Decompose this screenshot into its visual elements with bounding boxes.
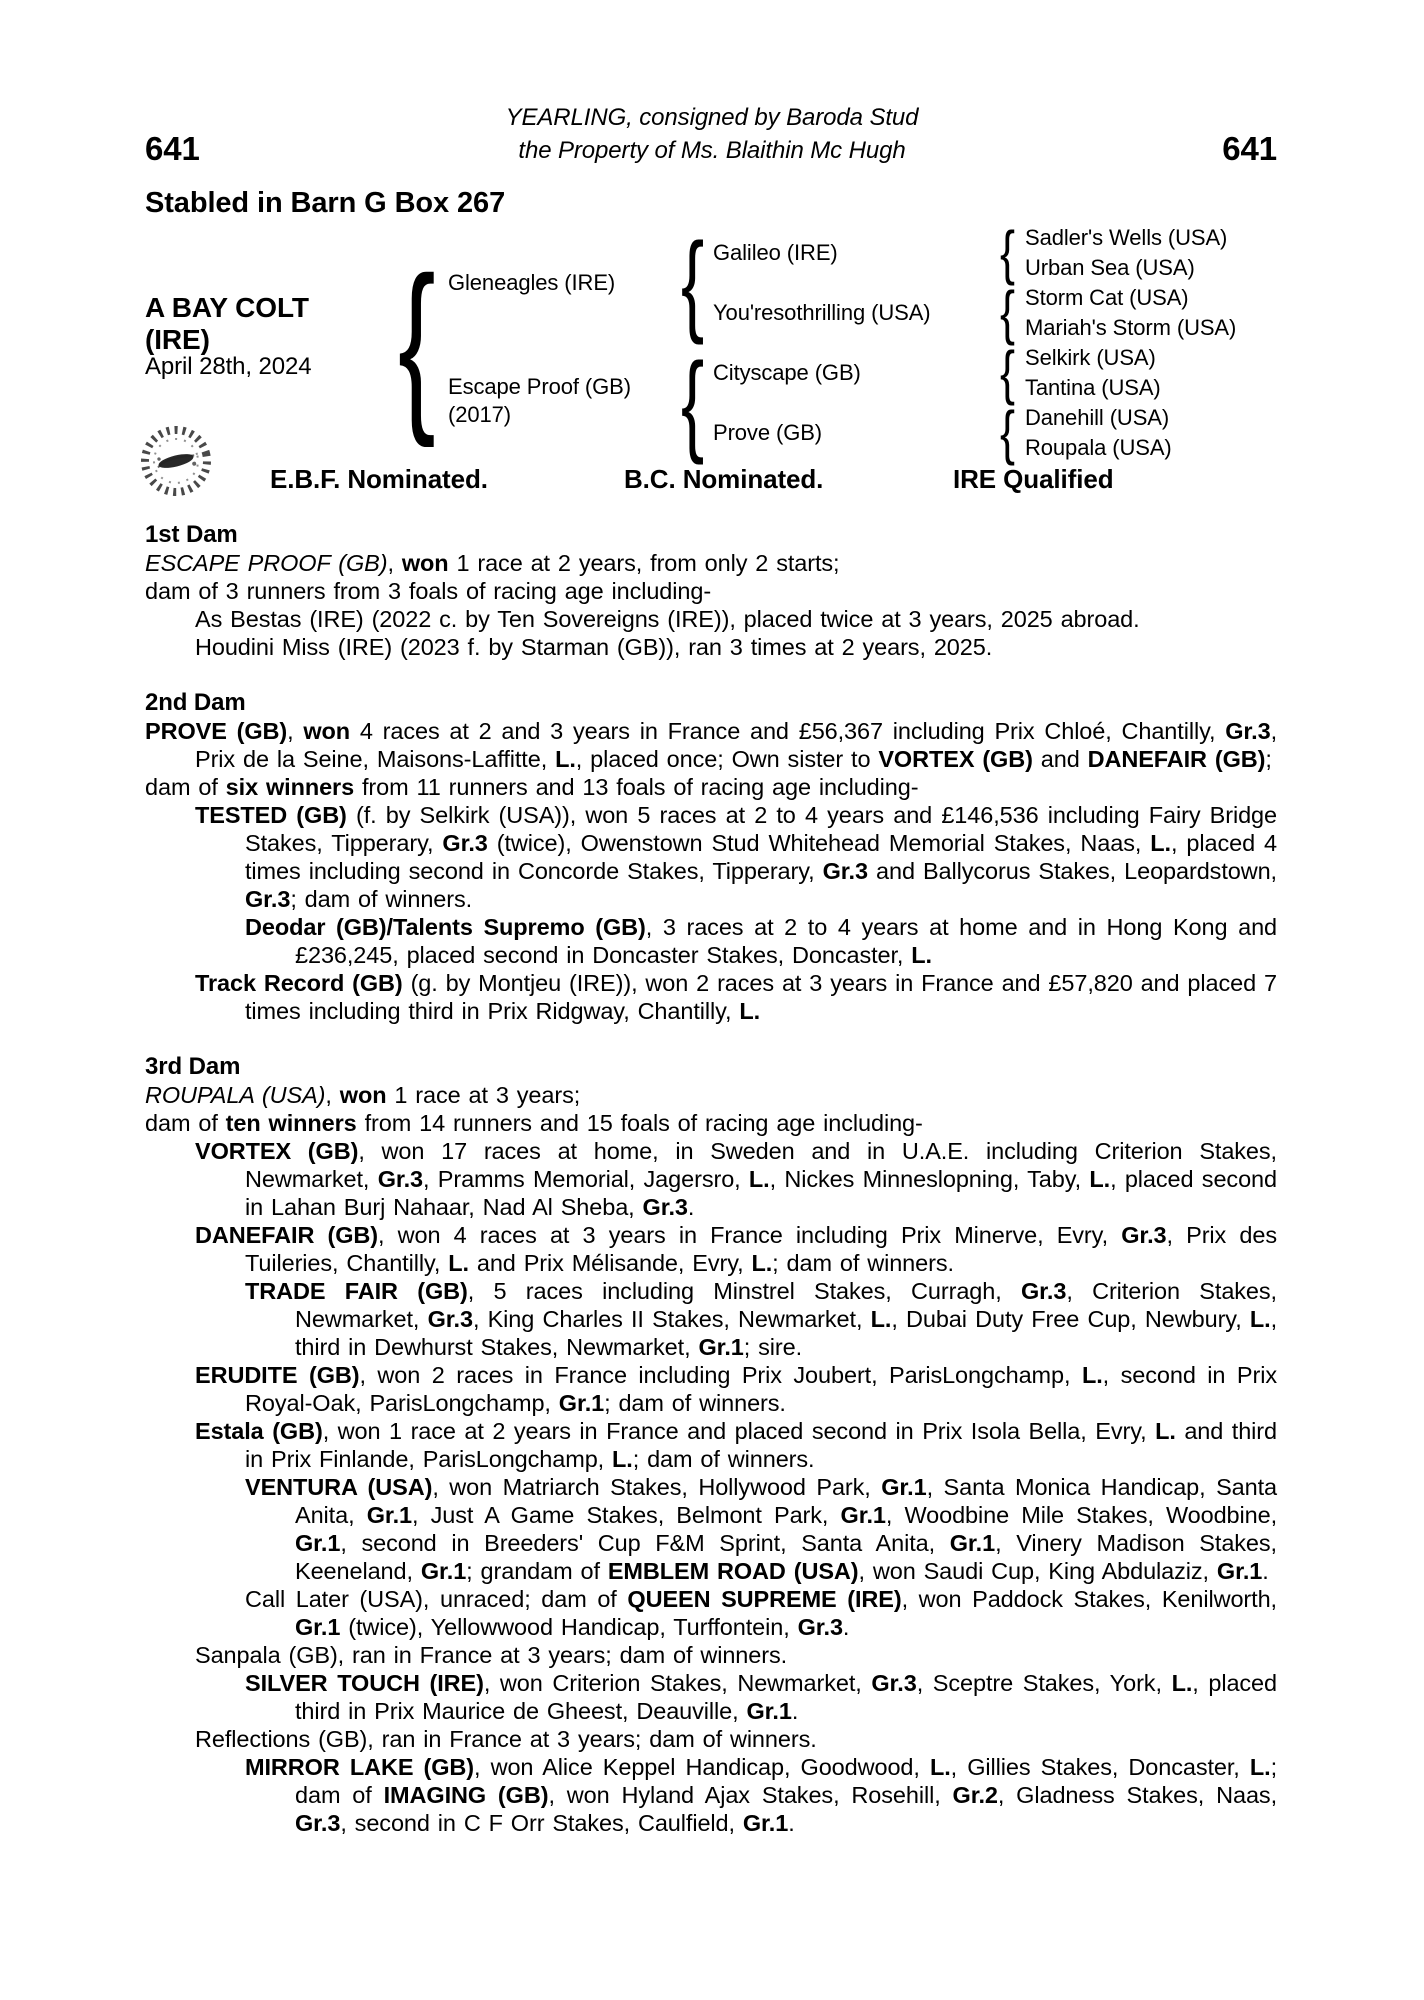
pedigree-paragraph: MIRROR LAKE (GB), won Alice Keppel Handicap, Goodwood, L., Gillies Stakes, Doncaster, L.; dam of IMAGING (GB), won Hyland Ajax Stakes, Rosehill, Gr.2, Gladness Stakes, Naas, Gr.3, second in C F Orr Stakes, Caulfield, Gr.1. <box>245 1754 1278 1836</box>
lot-number-left: 641 <box>145 130 200 167</box>
dam-name: Escape Proof (GB) <box>448 374 631 399</box>
dam-dam: Prove (GB) <box>713 420 823 445</box>
pedigree-paragraph: Reflections (GB), ran in France at 3 years; dam of winners. <box>195 1726 817 1752</box>
great-grandparent: Sadler's Wells (USA) <box>1025 225 1228 250</box>
pedigree-paragraph: DANEFAIR (GB), won 4 races at 3 years in France including Prix Minerve, Evry, Gr.3, Prix des Tuileries, Chantilly, L. and Prix Mélisande, Evry, L.; dam of winners. <box>195 1222 1277 1276</box>
ire-qualified: IRE Qualified <box>953 464 1114 494</box>
consignor-line-2: the Property of Ms. Blaithin Mc Hugh <box>518 137 906 164</box>
subject-foaling-date: April 28th, 2024 <box>145 353 312 380</box>
pedigree-paragraph: Estala (GB), won 1 race at 2 years in France and placed second in Prix Isola Bella, Evry, L. and third in Prix Finlande, ParisLongchamp, L.; dam of winners. <box>195 1418 1277 1472</box>
pedigree-paragraph: VENTURA (USA), won Matriarch Stakes, Hollywood Park, Gr.1, Santa Monica Handicap, Santa Anita, Gr.1, Just A Game Stakes, Belmont Park, Gr.1, Woodbine Mile Stakes, Woodbine, Gr.1, second in Breeders' Cup F&M Sprint, Santa Anita, Gr.1, Vinery Madison Stakes, Keeneland, Gr.1; grandam of EMBLEM ROAD (USA), won Saudi Cup, King Abdulaziz, Gr.1. <box>245 1474 1277 1584</box>
dam-year: (2017) <box>448 402 511 427</box>
section-heading: 2nd Dam <box>145 689 246 716</box>
pedigree-paragraph: ERUDITE (GB), won 2 races in France including Prix Joubert, ParisLongchamp, L., second in Prix Royal-Oak, ParisLongchamp, Gr.1; dam of winners. <box>195 1362 1277 1416</box>
pedigree-paragraph: Sanpala (GB), ran in France at 3 years; dam of winners. <box>195 1642 788 1668</box>
sire-name: Gleneagles (IRE) <box>448 270 616 295</box>
pedigree-text-sections <box>145 521 1277 1837</box>
pedigree-paragraph: TRADE FAIR (GB), 5 races including Minstrel Stakes, Curragh, Gr.3, Criterion Stakes, Newmarket, Gr.3, King Charles II Stakes, Newmarket, L., Dubai Duty Free Cup, Newbury, L., third in Dewhurst Stakes, Newmarket, Gr.1; sire. <box>245 1278 1277 1360</box>
pedigree-paragraph: Houdini Miss (IRE) (2023 f. by Starman (GB)), ran 3 times at 2 years, 2025. <box>195 634 993 660</box>
great-grandparent: Selkirk (USA) <box>1025 345 1156 370</box>
sire-dam: You'resothrilling (USA) <box>713 300 931 325</box>
great-grandparent: Urban Sea (USA) <box>1025 255 1195 280</box>
pedigree-paragraph: dam of ten winners from 14 runners and 15 foals of racing age including- <box>145 1110 923 1136</box>
consignor-line-1: YEARLING, consigned by Baroda Stud <box>505 104 919 131</box>
pedigree-paragraph: TESTED (GB) (f. by Selkirk (USA)), won 5 races at 2 to 4 years and £146,536 including Fairy Bridge Stakes, Tipperary, Gr.3 (twice), Owenstown Stud Whitehead Memorial Stakes, Naas, L., placed 4 times including second in Concorde Stakes, Tipperary, Gr.3 and Ballycorus Stakes, Leopardstown, Gr.3; dam of winners. <box>195 802 1278 912</box>
subject-country-suffix: (IRE) <box>145 324 210 355</box>
pedigree-paragraph: dam of six winners from 11 runners and 13 foals of racing age including- <box>145 774 919 800</box>
pedigree-paragraph: ROUPALA (USA), won 1 race at 3 years; <box>145 1082 581 1108</box>
section-heading: 1st Dam <box>145 521 238 548</box>
ebf-nomination: E.B.F. Nominated. <box>270 464 488 494</box>
dam-sire: Cityscape (GB) <box>713 360 861 385</box>
pedigree-paragraph: PROVE (GB), won 4 races at 2 and 3 years in France and £56,367 including Prix Chloé, Chantilly, Gr.3, Prix de la Seine, Maisons-Laffitte, L., placed once; Own sister to VORTEX (GB) and DANEFAIR (GB); <box>145 718 1277 772</box>
great-grandparent: Roupala (USA) <box>1025 435 1172 460</box>
great-grandparent: Danehill (USA) <box>1025 405 1170 430</box>
pedigree-paragraph: As Bestas (IRE) (2022 c. by Ten Sovereigns (IRE)), placed twice at 3 years, 2025 abroad. <box>195 606 1140 632</box>
ink-stamp-icon <box>136 419 216 503</box>
pedigree-paragraph: ESCAPE PROOF (GB), won 1 race at 2 years, from only 2 starts; <box>145 550 840 576</box>
great-grandparent: Tantina (USA) <box>1025 375 1161 400</box>
subject-name: A BAY COLT <box>145 292 309 323</box>
pedigree-paragraph: Track Record (GB) (g. by Montjeu (IRE)), won 2 races at 3 years in France and £57,820 and placed 7 times including third in Prix Ridgway, Chantilly, L. <box>195 970 1277 1024</box>
pedigree-paragraph: dam of 3 runners from 3 foals of racing age including- <box>145 578 712 604</box>
great-grandparent: Mariah's Storm (USA) <box>1025 315 1237 340</box>
bc-nomination: B.C. Nominated. <box>624 464 824 494</box>
great-grandparent: Storm Cat (USA) <box>1025 285 1189 310</box>
pedigree-paragraph: SILVER TOUCH (IRE), won Criterion Stakes, Newmarket, Gr.3, Sceptre Stakes, York, L., placed third in Prix Maurice de Gheest, Deauville, Gr.1. <box>245 1670 1278 1724</box>
section-heading: 3rd Dam <box>145 1053 241 1080</box>
pedigree-paragraph: Call Later (USA), unraced; dam of QUEEN SUPREME (IRE), won Paddock Stakes, Kenilworth, Gr.1 (twice), Yellowwood Handicap, Turffontein, Gr.3. <box>245 1586 1277 1640</box>
lot-number-right: 641 <box>1222 130 1277 167</box>
pedigree-paragraph: VORTEX (GB), won 17 races at home, in Sweden and in U.A.E. including Criterion Stakes, Newmarket, Gr.3, Pramms Memorial, Jagersro, L., Nickes Minneslopning, Taby, L., placed second in Lahan Burj Nahaar, Nad Al Sheba, Gr.3. <box>195 1138 1277 1220</box>
sire-sire: Galileo (IRE) <box>713 240 838 265</box>
stabled-location: Stabled in Barn G Box 267 <box>145 187 506 219</box>
pedigree-paragraph: Deodar (GB)/Talents Supremo (GB), 3 races at 2 to 4 years at home and in Hong Kong and £236,245, placed second in Doncaster Stakes, Doncaster, L. <box>245 914 1278 968</box>
